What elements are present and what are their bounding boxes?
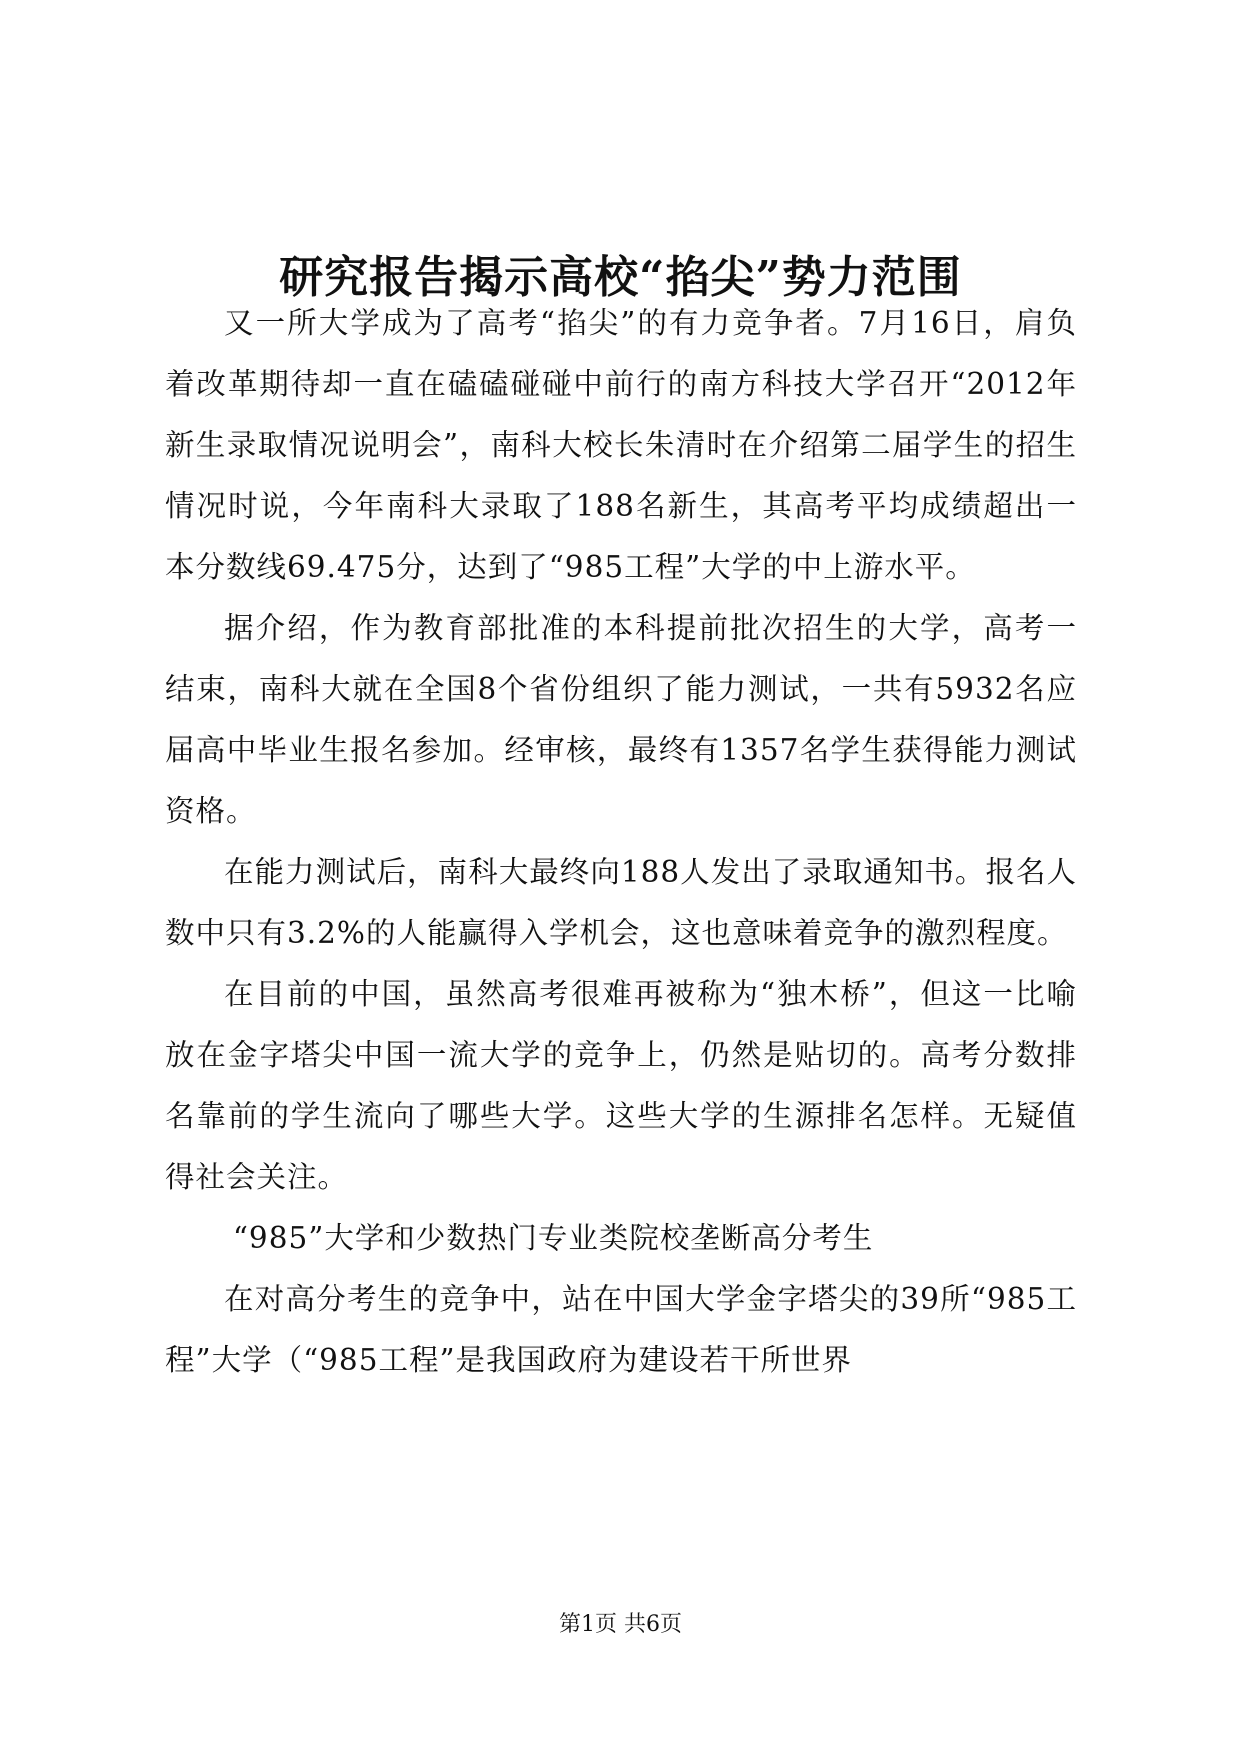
paragraph-1: 又一所大学成为了高考“掐尖”的有力竞争者。7月16日，肩负着改革期待却一直在磕磕碰碰中前行的南方科技大学召开“2012年新生录取情况说明会”，南科大校长朱清时在介绍第二届学生的招生情况时说，今年南科大录取了188名新生，其高考平均成绩超出一本分数线69.475分，达到了“985工程”大学的中上游水平。 bbox=[165, 306, 1077, 584]
page-footer: 第1页 共6页 bbox=[559, 1612, 682, 1637]
paragraph-3: 在能力测试后，南科大最终向188人发出了录取通知书。报名人数中只有3.2%的人能赢得入学机会，这也意味着竞争的激烈程度。 bbox=[165, 855, 1077, 950]
paragraph-2: 据介绍，作为教育部批准的本科提前批次招生的大学，高考一结束，南科大就在全国8个省份组织了能力测试，一共有5932名应届高中毕业生报名参加。经审核，最终有1357名学生获得能力测试资格。 bbox=[165, 611, 1077, 828]
document-title: 研究报告揭示高校“掐尖”势力范围 bbox=[279, 252, 962, 304]
paragraph-5: 在对高分考生的竞争中，站在中国大学金字塔尖的39所“985工程”大学（“985工程”是我国政府为建设若干所世界 bbox=[165, 1282, 1077, 1377]
paragraph-4: 在目前的中国，虽然高考很难再被称为“独木桥”，但这一比喻放在金字塔尖中国一流大学的竞争上，仍然是贴切的。高考分数排名靠前的学生流向了哪些大学。这些大学的生源排名怎样。无疑值得社会关注。 bbox=[165, 977, 1077, 1194]
section-subheading: “985”大学和少数热门专业类院校垄断高分考生 bbox=[232, 1221, 874, 1255]
document-body bbox=[165, 293, 1077, 1391]
